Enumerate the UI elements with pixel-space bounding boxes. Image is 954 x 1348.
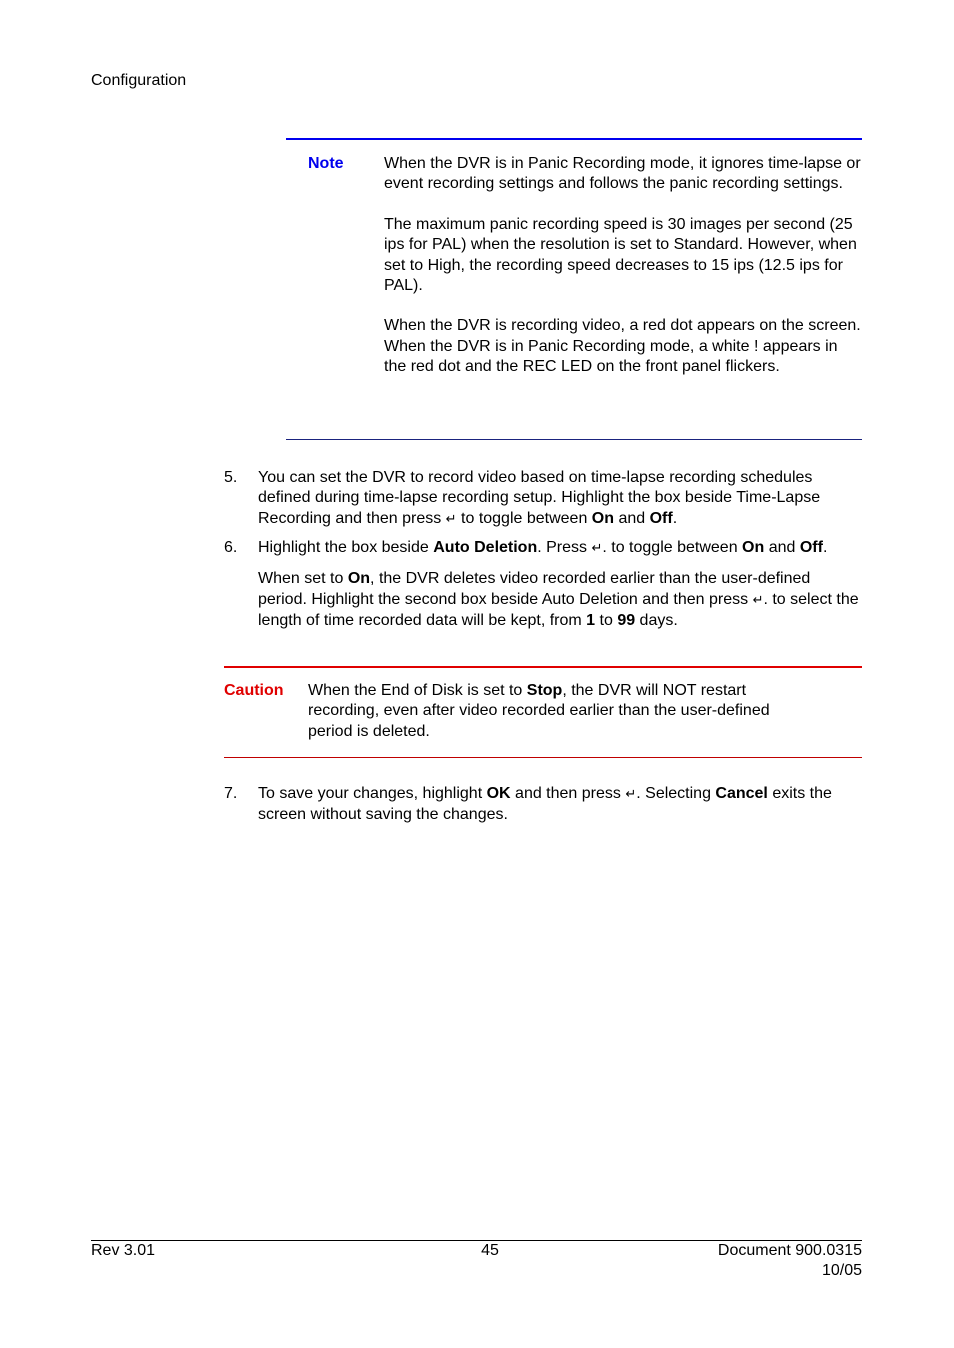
footer-document: [662, 1241, 862, 1282]
step-text: Highlight the box beside Auto Deletion. Press ↵. to toggle between On and Off. When set to On, the DVR deletes video recorded earlier than the user-defined period. Highlight the second box beside Auto Deletion and then press ↵. to select the length of time recorded data will be kept, from 1 to 99 days.: [258, 539, 859, 630]
step-number: 5.: [224, 469, 238, 486]
step-text: To save your changes, highlight OK and then press ↵. Selecting Cancel exits the screen without saving the changes.: [258, 785, 832, 824]
document-date: 10/05: [821, 1262, 862, 1280]
note-paragraph: When the DVR is recording video, a red dot appears on the screen. When the DVR is in Panic Recording mode, a white ! appears in the red dot and the REC LED on the front panel flickers.: [384, 317, 861, 376]
caution-bottom-rule: [224, 757, 862, 758]
note-body: [384, 154, 862, 398]
step-5: [224, 468, 862, 530]
page-header: Configuration: [91, 72, 187, 89]
enter-key-icon: ↵: [445, 511, 457, 527]
caution-label: Caution: [224, 682, 284, 699]
step-number: 7.: [224, 785, 238, 802]
note-top-rule: [286, 138, 862, 140]
enter-key-icon: ↵: [625, 787, 637, 802]
note-paragraph: When the DVR is in Panic Recording mode, it ignores time-lapse or event recording settings and follows the panic recording settings.: [384, 155, 861, 193]
page-number: 45: [481, 1242, 499, 1259]
step-text: You can set the DVR to record video based on time-lapse recording schedules defined during time-lapse recording setup. Highlight the box beside Time-Lapse Recording and then press ↵ to toggle between On and Off.: [258, 469, 821, 527]
caution-body: When the End of Disk is set to Stop, the DVR will NOT restart recording, even after video recorded earlier than the user-defined period is deleted.: [308, 682, 770, 740]
note-paragraph: The maximum panic recording speed is 30 images per second (25 ips for PAL) when the resolution is set to Standard. However, when set to High, the recording speed decreases to 15 ips (12.5 ips for PAL).: [384, 215, 857, 295]
note-label: Note: [308, 155, 344, 172]
step-7: [224, 784, 862, 826]
enter-key-icon: ↵: [591, 541, 603, 556]
caution-top-rule: [224, 666, 862, 668]
document-number: Document 900.0315: [717, 1242, 862, 1259]
step-6: [224, 538, 862, 632]
footer-revision: Rev 3.01: [91, 1242, 156, 1259]
enter-key-icon: ↵: [752, 592, 764, 608]
step-number: 6.: [224, 539, 238, 556]
note-bottom-rule: [286, 439, 862, 440]
